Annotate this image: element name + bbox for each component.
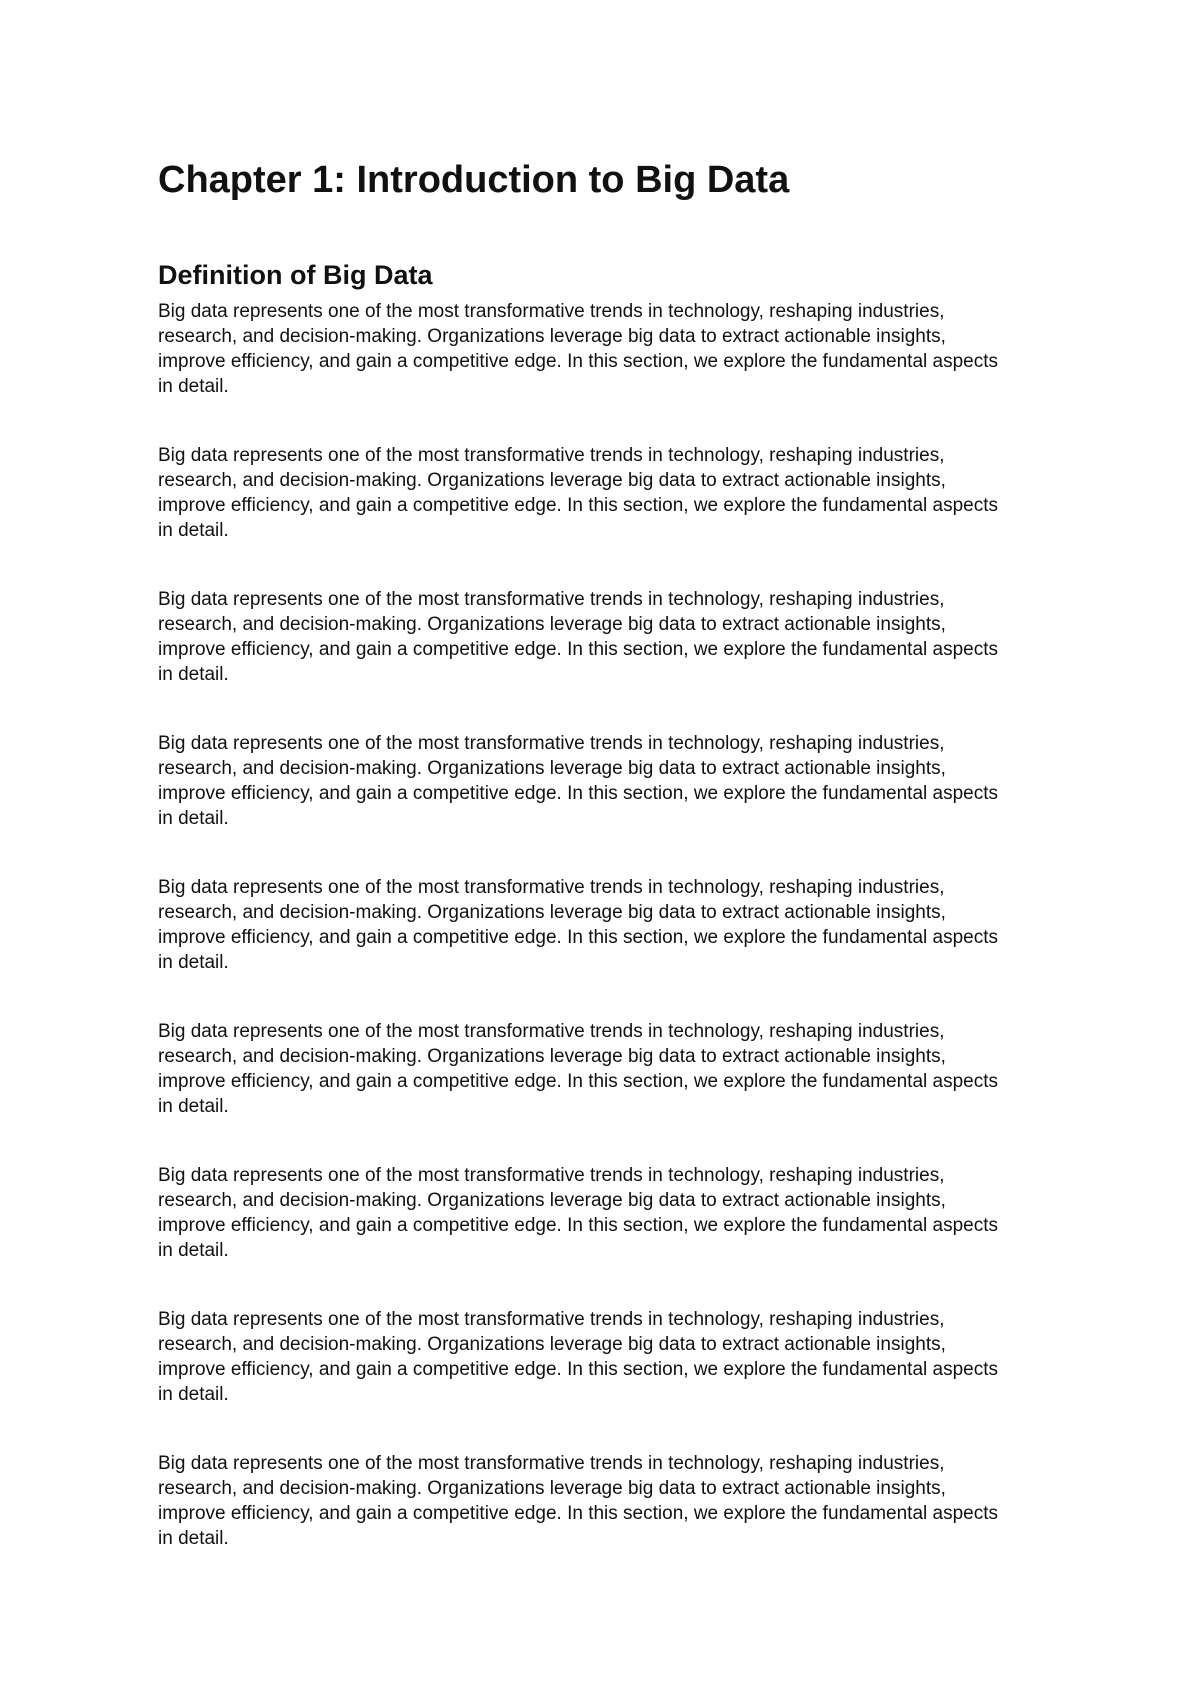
body-paragraph: Big data represents one of the most transformative trends in technology, reshaping industries, research, and decision-making. Organizations leverage big data to extract actionable insights, improve efficiency, and gain a competitive edge. In this section, we explore the fundamental aspects in detail. bbox=[158, 589, 998, 685]
chapter-title: Chapter 1: Introduction to Big Data bbox=[158, 159, 790, 201]
section-heading: Definition of Big Data bbox=[158, 260, 433, 290]
section-body bbox=[158, 299, 1018, 1551]
body-paragraph: Big data represents one of the most transformative trends in technology, reshaping industries, research, and decision-making. Organizations leverage big data to extract actionable insights, improve efficiency, and gain a competitive edge. In this section, we explore the fundamental aspects in detail. bbox=[158, 1309, 998, 1405]
body-paragraph: Big data represents one of the most transformative trends in technology, reshaping industries, research, and decision-making. Organizations leverage big data to extract actionable insights, improve efficiency, and gain a competitive edge. In this section, we explore the fundamental aspects in detail. bbox=[158, 1021, 998, 1117]
body-paragraph: Big data represents one of the most transformative trends in technology, reshaping industries, research, and decision-making. Organizations leverage big data to extract actionable insights, improve efficiency, and gain a competitive edge. In this section, we explore the fundamental aspects in detail. bbox=[158, 733, 998, 829]
page-content bbox=[158, 156, 1018, 1595]
body-paragraph: Big data represents one of the most transformative trends in technology, reshaping industries, research, and decision-making. Organizations leverage big data to extract actionable insights, improve efficiency, and gain a competitive edge. In this section, we explore the fundamental aspects in detail. bbox=[158, 445, 998, 541]
section-definition-of-big-data bbox=[158, 257, 1018, 1551]
body-paragraph: Big data represents one of the most transformative trends in technology, reshaping industries, research, and decision-making. Organizations leverage big data to extract actionable insights, improve efficiency, and gain a competitive edge. In this section, we explore the fundamental aspects in detail. bbox=[158, 1453, 998, 1549]
body-paragraph: Big data represents one of the most transformative trends in technology, reshaping industries, research, and decision-making. Organizations leverage big data to extract actionable insights, improve efficiency, and gain a competitive edge. In this section, we explore the fundamental aspects in detail. bbox=[158, 1165, 998, 1261]
body-paragraph: Big data represents one of the most transformative trends in technology, reshaping industries, research, and decision-making. Organizations leverage big data to extract actionable insights, improve efficiency, and gain a competitive edge. In this section, we explore the fundamental aspects in detail. bbox=[158, 877, 998, 973]
body-paragraph: Big data represents one of the most transformative trends in technology, reshaping industries, research, and decision-making. Organizations leverage big data to extract actionable insights, improve efficiency, and gain a competitive edge. In this section, we explore the fundamental aspects in detail. bbox=[158, 301, 998, 397]
